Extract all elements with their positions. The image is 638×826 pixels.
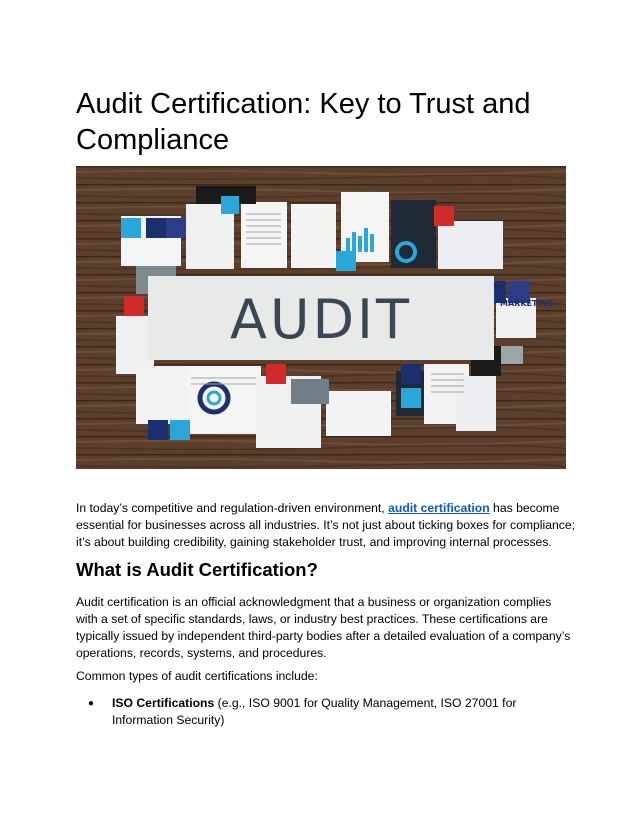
intro-text-before: In today’s competitive and regulation-driven environment,: [76, 501, 389, 515]
list-item: [76, 695, 556, 729]
common-types-paragraph: Common types of audit certifications include:: [76, 669, 318, 683]
certification-list: [76, 695, 556, 729]
list-item-text: (e.g., ISO 9001 for Quality Management, ISO 27001 for Information Security): [112, 696, 517, 727]
section-heading: What is Audit Certification?: [76, 559, 318, 580]
definition-paragraph: Audit certification is an official acknowledgment that a business or organization complies with a set of specific standards, laws, or industry best practices. These certifications are typically issued by independent third-party bodies after a detailed evaluation of a company’s operations, records, systems, and procedures.: [76, 595, 571, 660]
list-item-bold: ISO Certifications: [112, 696, 215, 710]
marketing-paper-text: MARKETING: [500, 299, 554, 308]
bullet-icon: ●: [88, 698, 95, 709]
intro-paragraph: [76, 500, 576, 551]
audit-certification-link[interactable]: audit certification: [388, 501, 490, 515]
page-title: Audit Certification: Key to Trust and Compliance: [76, 88, 531, 156]
audit-banner-text: AUDIT: [230, 288, 412, 351]
hero-image: [76, 166, 566, 469]
intro-text-after: has become essential for businesses across all industries. It’s not just about ticking boxes for compliance; it’s about building credibility, gaining stakeholder trust, and improving internal processes.: [76, 501, 576, 549]
